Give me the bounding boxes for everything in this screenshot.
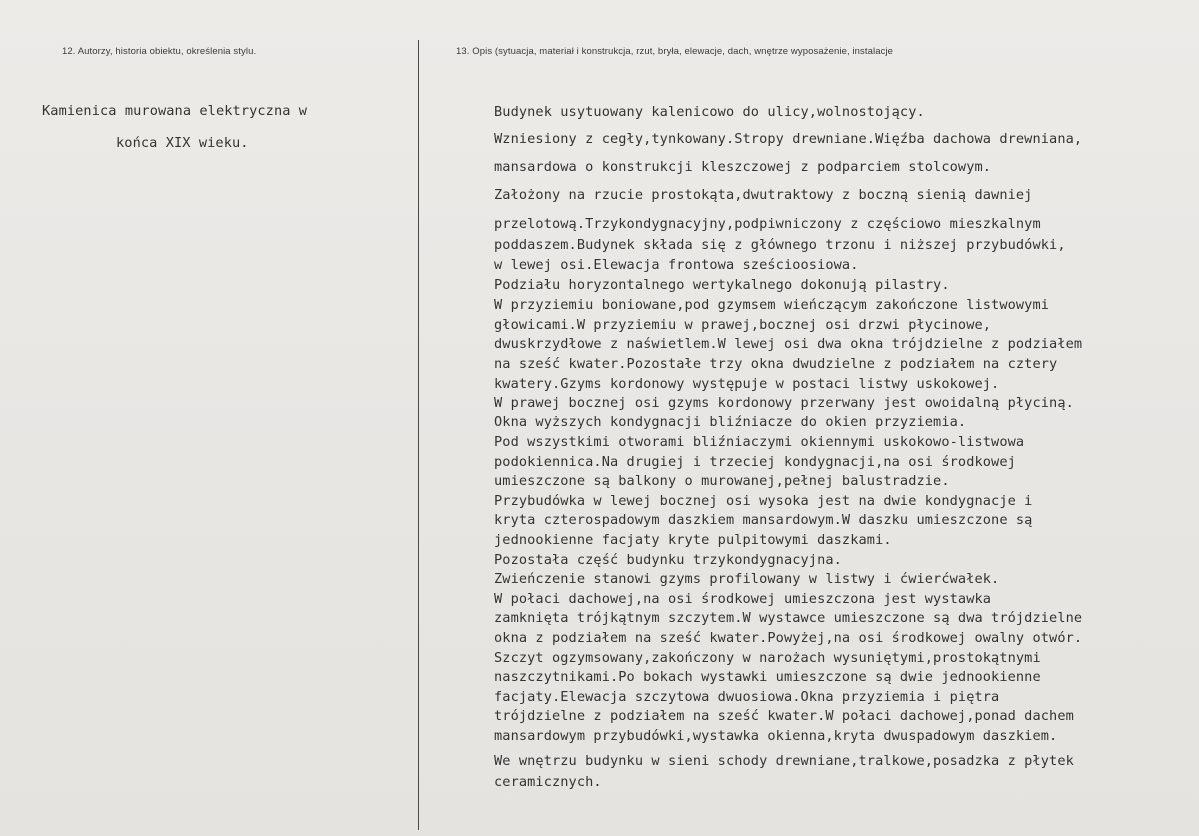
right-text-line: trójdzielne z podziałem na sześć kwater.W połaci dachowej,ponad dachem	[494, 708, 1074, 724]
right-text-line: w lewej osi.Elewacja frontowa sześcioosiowa.	[494, 257, 859, 273]
right-text-line: Założony na rzucie prostokąta,dwutraktowy z boczną sienią dawniej	[494, 187, 1033, 203]
right-text-line: W połaci dachowej,na osi środkowej umieszczona jest wystawka	[494, 591, 992, 607]
right-text-line: zamknięta trójkątnym szczytem.W wystawce umieszczone są dwa trójdzielne	[494, 610, 1083, 626]
right-text-line: Wzniesiony z cegły,tynkowany.Stropy drewniane.Więźba dachowa drewniana,	[494, 131, 1083, 147]
right-text-line: Zwieńczenie stanowi gzyms profilowany w listwy i ćwierćwałek.	[494, 571, 1000, 587]
right-text-line: Budynek usytuowany kalenicowo do ulicy,wolnostojący.	[494, 104, 925, 120]
right-text-line: W przyziemiu boniowane,pod gzymsem wieńczącym zakończone listwowymi	[494, 297, 1050, 313]
right-text-line: przelotową.Trzykondygnacyjny,podpiwniczony z częściowo mieszkalnym	[494, 216, 1041, 232]
section-heading-authors-history-style: 12. Autorzy, historia obiektu, określenia stylu.	[62, 46, 257, 57]
section-heading-description: 13. Opis (sytuacja, materiał i konstrukcja, rzut, bryła, elewacje, dach, wnętrze wyposażenie, instalacje	[456, 46, 894, 57]
right-text-line: mansardowa o konstrukcji kleszczowej z podparciem stolcowym.	[494, 159, 992, 175]
right-text-line: Przybudówka w lewej bocznej osi wysoka jest na dwie kondygnacje i	[494, 493, 1033, 509]
right-text-line: umieszczone są balkony o murowanej,pełnej balustradzie.	[494, 473, 950, 489]
right-text-line: kryta czterospadowym daszkiem mansardowym.W daszku umieszczone są	[494, 512, 1033, 528]
right-text-line: okna z podziałem na sześć kwater.Powyżej,na osi środkowej owalny otwór.	[494, 630, 1083, 646]
right-text-line: dwuskrzydłowe z naświetlem.W lewej osi dwa okna trójdzielne z podziałem	[494, 336, 1083, 352]
right-text-line: Pozostała część budynku trzykondygnacyjna.	[494, 552, 842, 568]
right-text-line: poddaszem.Budynek składa się z głównego trzonu i niższej przybudówki,	[494, 237, 1066, 253]
right-text-line: Podziału horyzontalnego wertykalnego dokonują pilastry.	[494, 277, 950, 293]
right-text-line: naszczytnikami.Po bokach wystawki umieszczone są dwie jednookienne	[494, 669, 1041, 685]
right-text-line: Pod wszystkimi otworami bliźniaczymi okiennymi uskokowo-listwowa	[494, 434, 1025, 450]
left-text-line: końca XIX wieku.	[116, 135, 249, 151]
right-text-line: mansardowym przybudówki,wystawka okienna,kryta dwuspadowym daszkiem.	[494, 728, 1058, 744]
right-text-line: Okna wyższych kondygnacji bliźniacze do okien przyziemia.	[494, 414, 967, 430]
right-text-line: na sześć kwater.Pozostałe trzy okna dwudzielne z podziałem na cztery	[494, 356, 1058, 372]
right-text-line: jednookienne facjaty kryte pulpitowymi daszkami.	[494, 532, 892, 548]
right-text-line: podokiennica.Na drugiej i trzeciej kondygnacji,na osi środkowej	[494, 454, 1016, 470]
right-text-line: We wnętrzu budynku w sieni schody drewniane,tralkowe,posadzka z płytek	[494, 753, 1074, 769]
right-text-line: Szczyt ogzymsowany,zakończony w narożach wysuniętymi,prostokątnymi	[494, 650, 1041, 666]
right-text-line: facjaty.Elewacja szczytowa dwuosiowa.Okna przyziemia i piętra	[494, 689, 1000, 705]
left-text-line: Kamienica murowana elektryczna w	[42, 103, 308, 119]
right-text-line: W prawej bocznej osi gzyms kordonowy przerwany jest owoidalną płyciną.	[494, 395, 1074, 411]
right-text-line: ceramicznych.	[494, 774, 602, 790]
right-text-line: głowicami.W przyziemiu w prawej,bocznej osi drzwi płycinowe,	[494, 317, 992, 333]
right-text-line: kwatery.Gzyms kordonowy występuje w postaci listwy uskokowej.	[494, 376, 1000, 392]
column-divider	[418, 40, 419, 830]
